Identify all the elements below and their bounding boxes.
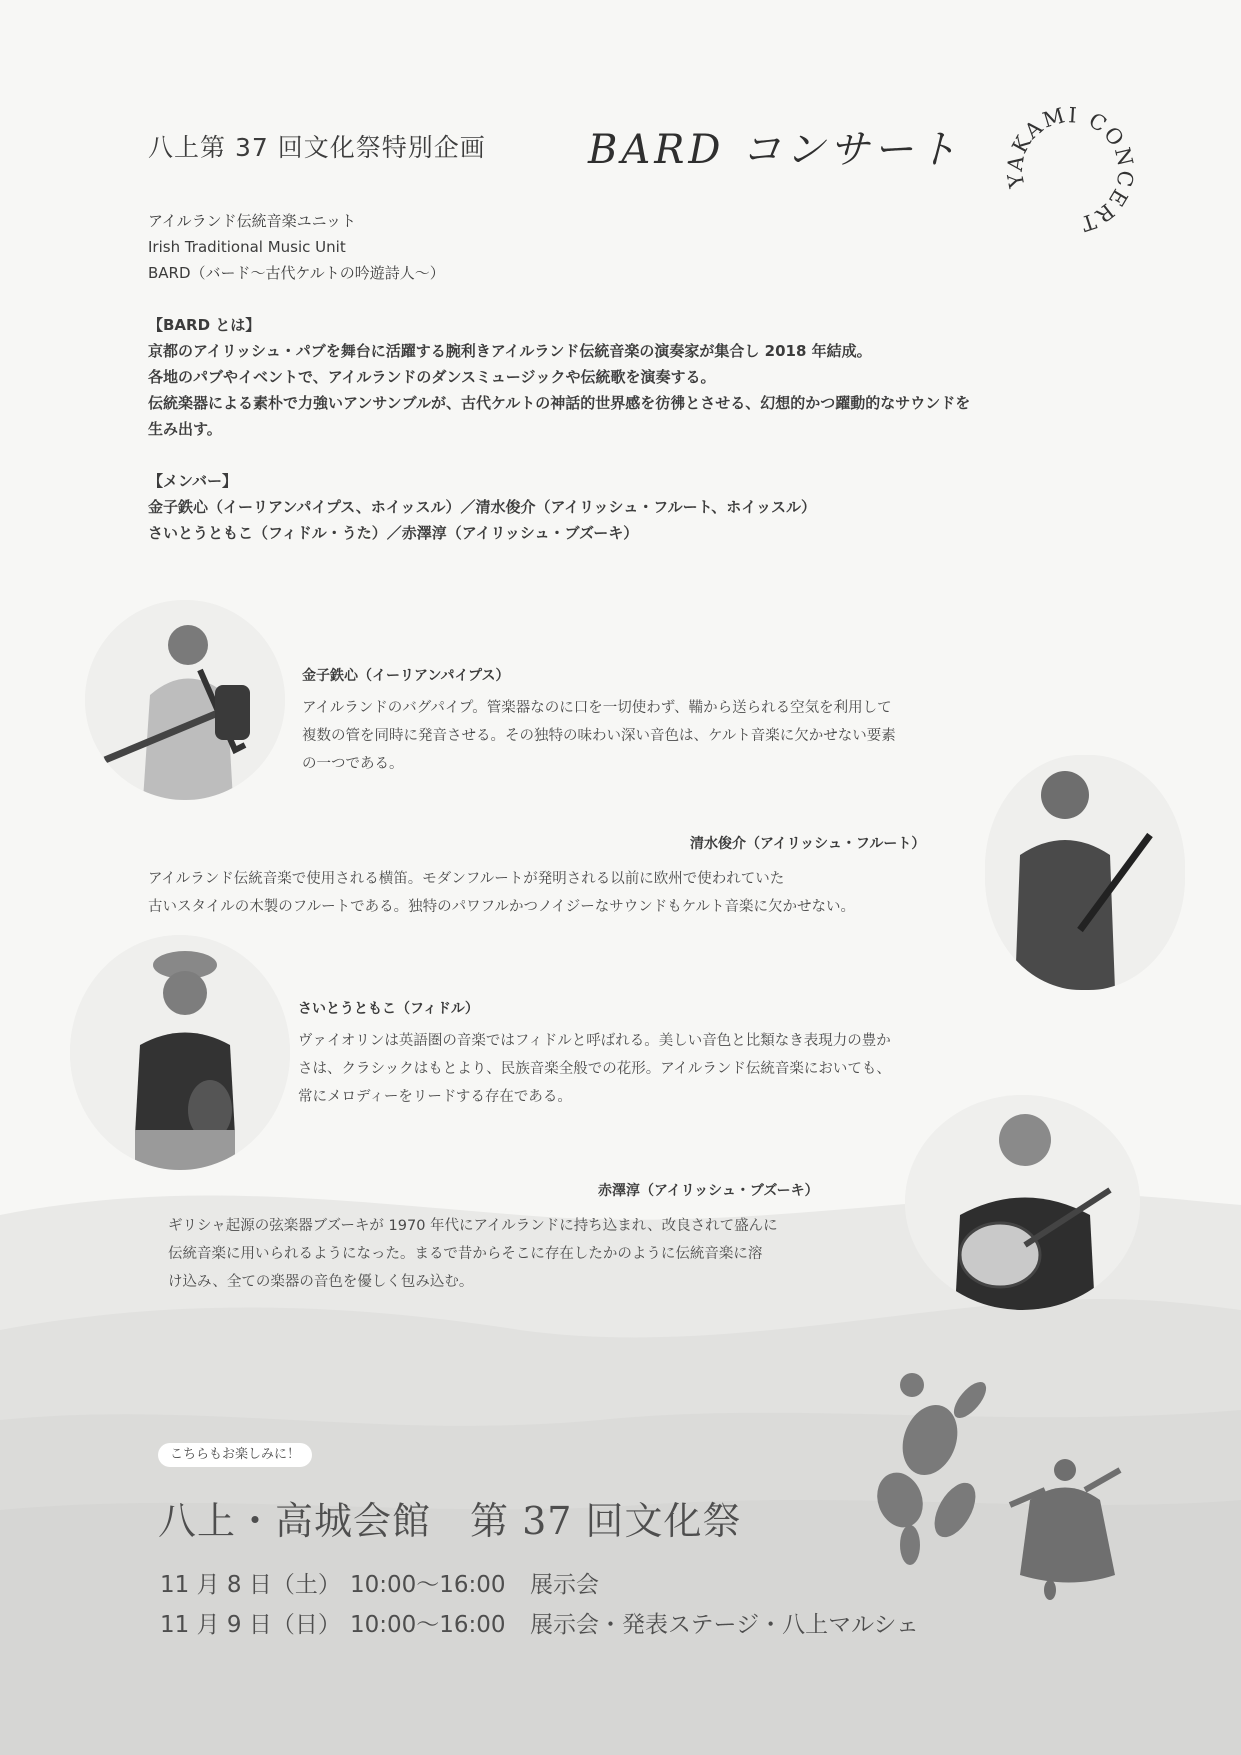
photo-kaneko: [85, 600, 285, 800]
desc-line: ヴァイオリンは英語圏の音楽ではフィドルと呼ばれる。美しい音色と比類なき表現力の豊か: [298, 1033, 891, 1049]
members-line: 金子鉄心（イーリアンパイプス、ホイッスル）／清水俊介（アイリッシュ・フルート、ホイッスル）: [148, 498, 816, 516]
schedule-event: 展示会: [530, 1572, 599, 1598]
desc-line: さは、クラシックはもとより、民族音楽全般での花形。アイルランド伝統音楽においても、: [298, 1061, 891, 1077]
desc-line: 伝統音楽に用いられるようになった。まるで昔からそこに存在したかのように伝統音楽に溶: [168, 1246, 763, 1262]
about-line: 生み出す。: [148, 420, 222, 438]
concert-title: BARD コンサート: [588, 127, 962, 173]
desc-line: の一つである。: [302, 756, 404, 772]
unit-name-en: Irish Traditional Music Unit: [148, 238, 346, 256]
member-description: [148, 865, 855, 921]
schedule-event: 展示会・発表ステージ・八上マルシェ: [530, 1612, 920, 1638]
member-description: [302, 694, 896, 778]
desc-line: アイルランドのバグパイプ。管楽器なのに口を一切使わず、鞴から送られる空気を利用して: [302, 700, 892, 716]
members-line: さいとうともこ（フィドル・うた）／赤澤淳（アイリッシュ・ブズーキ）: [148, 524, 639, 542]
desc-line: ギリシャ起源の弦楽器ブズーキが 1970 年代にアイルランドに持ち込まれ、改良されて盛んに: [168, 1218, 778, 1234]
members-heading: 【メンバー】: [148, 472, 237, 490]
photo-akazawa: [905, 1095, 1140, 1310]
seal-text: YAKAMI CONCERT: [1002, 102, 1138, 237]
desc-line: 複数の管を同時に発音させる。その独特の味わい深い音色は、ケルト音楽に欠かせない要素: [302, 728, 896, 744]
unit-name-bard: BARD（バード～古代ケルトの吟遊詩人～）: [148, 264, 445, 282]
about-line: 京都のアイリッシュ・パブを舞台に活躍する腕利きアイルランド伝統音楽の演奏家が集合し 2018 年結成。: [148, 342, 872, 360]
unit-name-jp: アイルランド伝統音楽ユニット: [148, 212, 357, 230]
festival-title: 八上・高城会館 第 37 回文化祭: [158, 1499, 742, 1543]
about-heading: 【BARD とは】: [148, 316, 261, 334]
schedule-time: 10:00～16:00: [350, 1612, 506, 1638]
schedule-time: 10:00～16:00: [350, 1572, 506, 1598]
schedule-row: [160, 1565, 919, 1605]
desc-line: 常にメロディーをリードする存在である。: [298, 1089, 572, 1105]
member-name: 赤澤淳（アイリッシュ・ブズーキ）: [598, 1183, 819, 1199]
page-title: 八上第 37 回文化祭特別企画: [148, 133, 486, 162]
member-name: さいとうともこ（フィドル）: [298, 1001, 479, 1017]
intro-section: [148, 208, 1108, 546]
schedule-date: 11 月 8 日（土）: [160, 1572, 341, 1598]
about-line: 各地のパブやイベントで、アイルランドのダンスミュージックや伝統歌を演奏する。: [148, 368, 716, 386]
member-description: [298, 1027, 891, 1111]
member-name: 金子鉄心（イーリアンパイプス）: [302, 668, 510, 684]
photo-shimizu: [985, 755, 1185, 990]
schedule-date: 11 月 9 日（日）: [160, 1612, 341, 1638]
member-name: 清水俊介（アイリッシュ・フルート）: [690, 836, 926, 852]
teaser-badge: こちらもお楽しみに！: [158, 1443, 312, 1467]
festival-schedule: [160, 1565, 919, 1645]
schedule-row: [160, 1605, 919, 1645]
desc-line: 古いスタイルの木製のフルートである。独特のパワフルかつノイジーなサウンドもケルト音楽に欠かせない。: [148, 899, 856, 915]
member-description: [168, 1212, 778, 1296]
desc-line: け込み、全ての楽器の音色を優しく包み込む。: [168, 1274, 474, 1290]
desc-line: アイルランド伝統音楽で使用される横笛。モダンフルートが発明される以前に欧州で使われていた: [148, 871, 785, 887]
about-line: 伝統楽器による素朴で力強いアンサンブルが、古代ケルトの神話的世界感を彷彿とさせる、幻想的かつ躍動的なサウンドを: [148, 394, 971, 412]
photo-saito: [70, 935, 290, 1170]
